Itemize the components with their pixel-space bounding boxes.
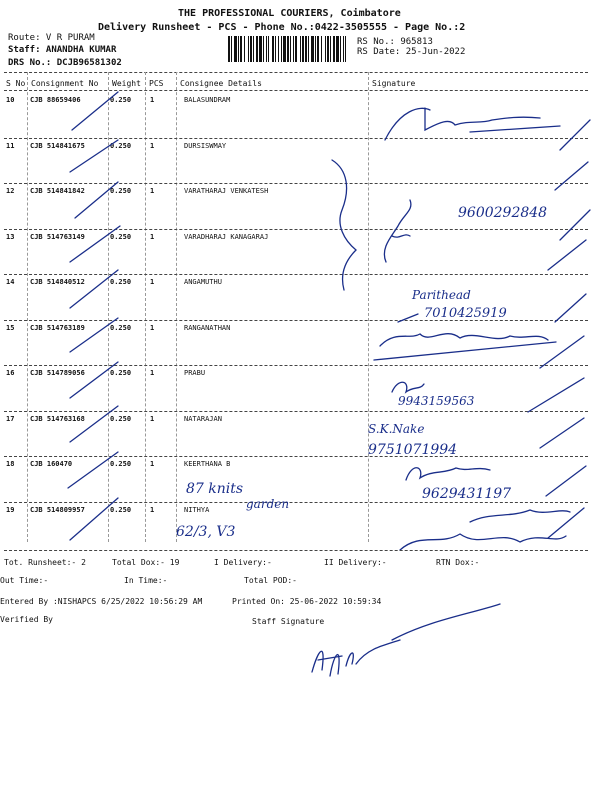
row-serial-number: 15 bbox=[6, 323, 15, 332]
handwritten-phone: 7010425919 bbox=[424, 306, 507, 321]
total-dox: Total Dox:- 19 bbox=[112, 558, 180, 567]
row-weight: 0.250 bbox=[110, 278, 132, 286]
row-serial-number: 17 bbox=[6, 414, 15, 423]
row-weight: 0.250 bbox=[110, 232, 132, 241]
i-delivery: I Delivery:- bbox=[214, 558, 272, 567]
row-pieces: 1 bbox=[150, 187, 155, 195]
row-serial-number: 13 bbox=[6, 232, 15, 241]
col-header-signature: Signature bbox=[372, 79, 416, 88]
row-consignee-name: VARADHARAJ KANAGARAJ bbox=[184, 232, 269, 241]
row-serial-number: 18 bbox=[6, 460, 15, 468]
handwritten-phone: 9629431197 bbox=[422, 486, 512, 502]
row-consignment-number: CJB 88659406 bbox=[30, 96, 81, 104]
row-pieces: 1 bbox=[150, 141, 155, 150]
row-consignee-name: DURSISWMAY bbox=[184, 141, 227, 150]
handwritten-name: Parithead bbox=[412, 288, 471, 302]
ii-delivery: II Delivery:- bbox=[324, 558, 387, 567]
row-weight: 0.250 bbox=[110, 141, 132, 150]
in-time: In Time:- bbox=[124, 576, 168, 585]
row-consignee-name: ANGAMUTHU bbox=[184, 278, 222, 286]
row-weight: 0.250 bbox=[110, 96, 132, 104]
handwritten-address: 62/3, V3 bbox=[176, 524, 236, 540]
col-header-pcs: PCS bbox=[149, 79, 164, 88]
row-weight: 0.250 bbox=[110, 369, 132, 377]
row-consignment-number: CJB 514809957 bbox=[30, 505, 85, 514]
row-serial-number: 19 bbox=[6, 505, 15, 514]
rtn-dox: RTN Dox:- bbox=[436, 558, 480, 567]
out-time: Out Time:- bbox=[0, 576, 49, 585]
entered-by: Entered By :NISHAPCS 6/25/2022 10:56:29 AM bbox=[0, 597, 203, 606]
handwritten-name: S.K.Nake bbox=[368, 422, 425, 436]
staff: Staff: ANANDHA KUMAR bbox=[8, 45, 117, 55]
row-weight: 0.250 bbox=[110, 414, 132, 423]
row-pieces: 1 bbox=[150, 96, 155, 104]
col-header-sno: S No bbox=[6, 79, 26, 88]
row-serial-number: 14 bbox=[6, 278, 15, 286]
row-pieces: 1 bbox=[150, 414, 155, 423]
col-header-weight: Weight bbox=[112, 79, 141, 88]
handwritten-address: garden bbox=[246, 497, 290, 511]
row-consignment-number: CJB 514789056 bbox=[30, 369, 85, 377]
row-pieces: 1 bbox=[150, 232, 155, 241]
row-consignment-number: CJB 514763189 bbox=[30, 323, 85, 332]
drs-number: DRS No.: DCJB96581302 bbox=[8, 58, 122, 68]
row-pieces: 1 bbox=[150, 369, 155, 377]
row-pieces: 1 bbox=[150, 505, 155, 514]
row-pieces: 1 bbox=[150, 278, 155, 286]
handwritten-address: 87 knits bbox=[186, 481, 244, 497]
row-consignee-name: RANGANATHAN bbox=[184, 323, 231, 332]
staff-signature-label: Staff Signature bbox=[252, 617, 325, 626]
verified-by: Verified By bbox=[0, 615, 53, 624]
row-consignee-name: BALASUNDRAM bbox=[184, 96, 231, 104]
row-weight: 0.250 bbox=[110, 323, 132, 332]
row-consignment-number: CJB 514841842 bbox=[30, 187, 85, 195]
row-pieces: 1 bbox=[150, 460, 155, 468]
row-weight: 0.250 bbox=[110, 505, 132, 514]
footer-top-rule bbox=[4, 550, 588, 551]
printed-on: Printed On: 25-06-2022 10:59:34 bbox=[232, 597, 382, 606]
handwritten-phone: 9751071994 bbox=[368, 442, 458, 458]
handwritten-phone: 9600292848 bbox=[458, 205, 548, 221]
row-consignment-number: CJB 514763168 bbox=[30, 414, 85, 423]
row-serial-number: 10 bbox=[6, 96, 15, 104]
runsheet-title: Delivery Runsheet - PCS - Phone No.:0422-3505555 - Page No.:2 bbox=[98, 22, 466, 33]
rs-date: RS Date: 25-Jun-2022 bbox=[357, 47, 466, 57]
company-name: THE PROFESSIONAL COURIERS, Coimbatore bbox=[178, 8, 401, 19]
row-serial-number: 12 bbox=[6, 187, 15, 195]
row-serial-number: 11 bbox=[6, 141, 15, 150]
row-consignee-name: KEERTHANA B bbox=[184, 460, 231, 468]
row-consignee-name: VARATHARAJ VENKATESH bbox=[184, 187, 269, 195]
row-consignment-number: CJB 160470 bbox=[30, 460, 73, 468]
row-consignment-number: CJB 514840512 bbox=[30, 278, 85, 286]
row-pieces: 1 bbox=[150, 323, 155, 332]
row-serial-number: 16 bbox=[6, 369, 15, 377]
handwritten-phone: 9943159563 bbox=[398, 394, 475, 408]
rs-number: RS No.: 965813 bbox=[357, 37, 433, 47]
row-consignment-number: CJB 514763149 bbox=[30, 232, 85, 241]
row-consignee-name: NITHYA bbox=[184, 505, 210, 514]
row-weight: 0.250 bbox=[110, 187, 132, 195]
row-weight: 0.250 bbox=[110, 460, 132, 468]
row-consignee-name: NATARAJAN bbox=[184, 414, 222, 423]
row-consignee-name: PRABU bbox=[184, 369, 206, 377]
col-header-consignee: Consignee Details bbox=[180, 79, 262, 88]
total-pod: Total POD:- bbox=[244, 576, 297, 585]
row-consignment-number: CJB 514841675 bbox=[30, 141, 85, 150]
route: Route: V R PURAM bbox=[8, 33, 95, 43]
tot-runsheet: Tot. Runsheet:- 2 bbox=[4, 558, 86, 567]
col-header-consignment: Consignment No bbox=[31, 79, 99, 88]
